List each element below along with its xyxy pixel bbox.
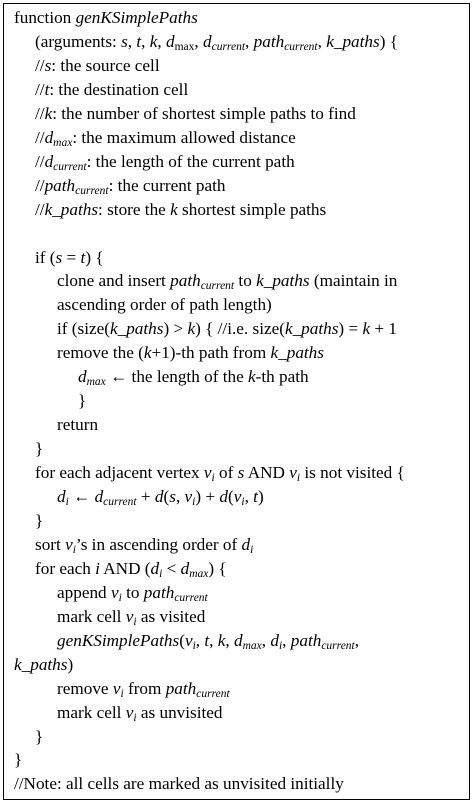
code-line: append $v_i$ to path$_{current}$ xyxy=(57,582,208,604)
code-line: } xyxy=(78,391,87,411)
code-line: $//d_{current}$: the length of the current path xyxy=(35,151,295,173)
code-line: for each adjacent vertex $v_i$ of s AND $v_i$ is not visited { xyxy=(35,463,405,485)
code-line: $d_i$ ← $d_{current} + d(s$, $v_i) + d(v_i$, t) xyxy=(57,487,264,508)
code-line: } xyxy=(35,439,44,459)
code-line: sort $v_i’s$ in ascending order of $d_i$ xyxy=(35,534,254,556)
code-line: (arguments: s, t, k, $d_{max}$, $d_{current}$, path$_{current}$, k_paths) { xyxy=(35,31,398,53)
code-line: } xyxy=(35,726,44,746)
code-line: clone and insert path$_{current}$ to k_paths (maintain in xyxy=(57,271,398,293)
code-line: if (s = t) { xyxy=(35,247,104,267)
code-line: ascending order of path length) xyxy=(57,295,272,315)
code-line: remove $v_i$ from path$_{current}$ xyxy=(57,678,230,700)
code-line: //k: the number of shortest simple paths to find xyxy=(35,103,356,123)
code-line: //path$_{current}$: the current path xyxy=(35,175,226,197)
code-line: //t: the destination cell xyxy=(35,79,189,99)
code-line: $genKSimplePaths(v_i$, t, k, $d_{max}$, $d_i$, path$_{current}$, xyxy=(57,630,360,652)
code-line: for each i AND $(d_i < d_{max})$ { xyxy=(35,558,227,580)
code-line: //Note: all cells are marked as unvisited initially xyxy=(14,774,344,794)
algorithm-box xyxy=(3,3,470,800)
code-line: remove the (k+1)-th path from k_paths xyxy=(57,343,324,363)
code-line: $d_{max}$ ← the length of the k-th path xyxy=(78,367,309,389)
code-line: } xyxy=(35,510,44,530)
code-line: //s: the source cell xyxy=(35,55,160,75)
code-line: $//d_{max}$: the maximum allowed distance xyxy=(35,127,296,149)
code-line: mark cell $v_i$ as unvisited xyxy=(57,702,223,724)
code-line: mark cell $v_i$ as visited xyxy=(57,606,206,628)
code-line: if (size(k_paths) > k) { //i.e. size(k_paths) = k + 1 xyxy=(57,319,397,339)
code-line: k_paths) xyxy=(14,654,74,674)
code-line: function genKSimplePaths xyxy=(14,8,198,27)
code-line: return xyxy=(57,415,99,435)
code-line: //k_paths: store the k shortest simple paths xyxy=(35,199,327,219)
code-line: } xyxy=(14,750,23,770)
